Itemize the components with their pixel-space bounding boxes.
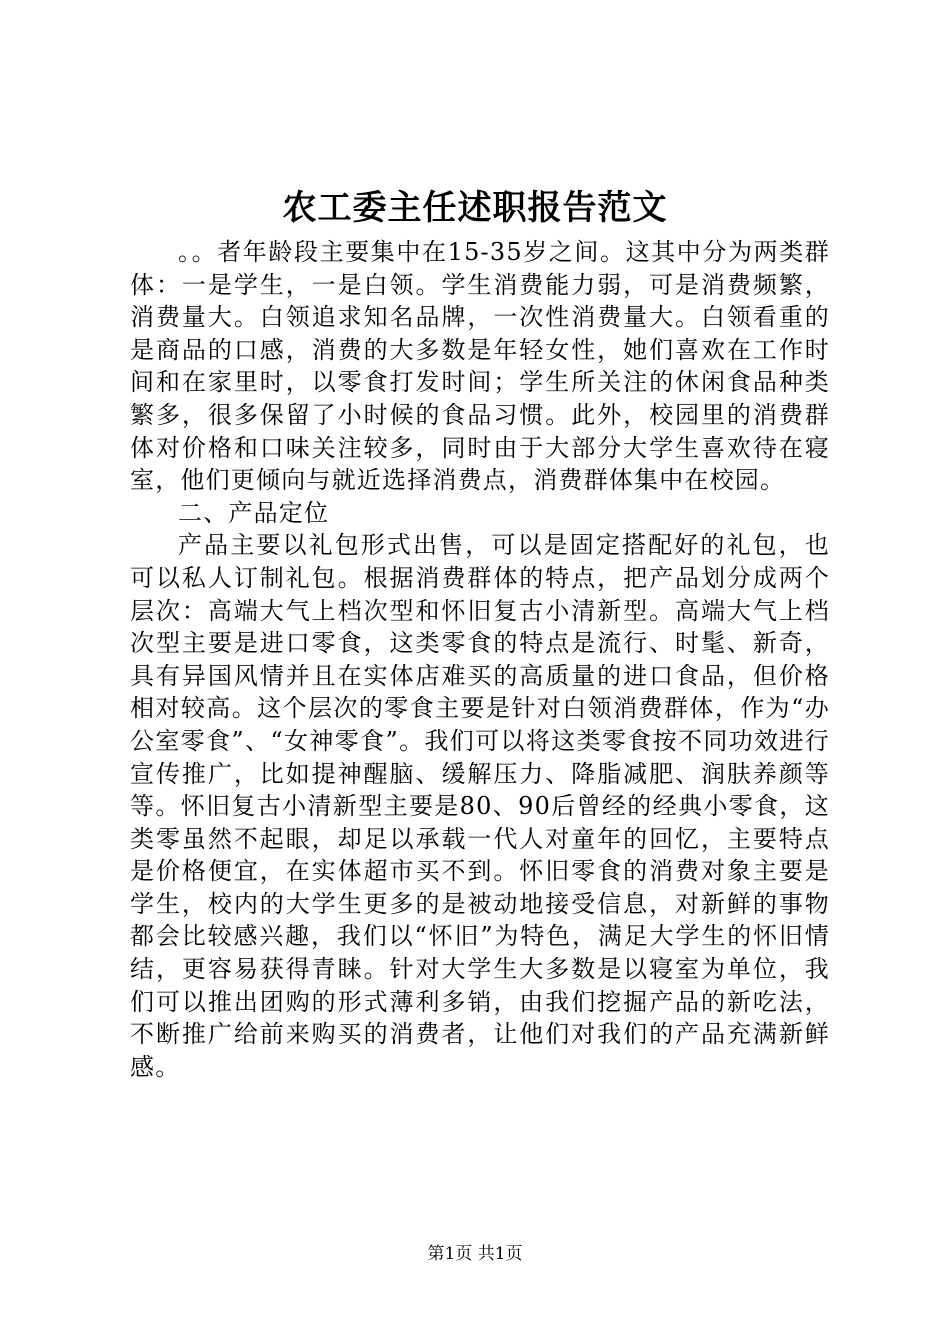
body-paragraph: 。。者年龄段主要集中在15-35岁之间。这其中分为两类群体：一是学生，一是白领。学生消费能力弱，可是消费频繁，消费量大。白领追求知名品牌，一次性消费量大。白领看重的是商品的口感，消费的大多数是年轻女性，她们喜欢在工作时间和在家里时，以零食打发时间；学生所关注的休闲食品种类繁多，很多保留了小时候的食品习惯。此外，校园里的消费群体对价格和口味关注较多，同时由于大部分大学生喜欢待在寝室，他们更倾向与就近选择消费点，消费群体集中在校园。: [130, 238, 830, 495]
body-paragraph: 产品主要以礼包形式出售，可以是固定搭配好的礼包，也可以私人订制礼包。根据消费群体的特点，把产品划分成两个层次：高端大气上档次型和怀旧复古小清新型。高端大气上档次型主要是进口零食，这类零食的特点是流行、时髦、新奇，具有异国风情并且在实体店难买的高质量的进口食品，但价格相对较高。这个层次的零食主要是针对白领消费群体，作为“办公室零食”、“女神零食”。我们可以将这类零食按不同功效进行宣传推广，比如提神醒脑、缓解压力、降脂减肥、润肤养颜等等。怀旧复古小清新型主要是80、90后曾经的经典小零食，这类零虽然不起眼，却足以承载一代人对童年的回忆，主要特点是价格便宜，在实体超市买不到。怀旧零食的消费对象主要是学生，校内的大学生更多的是被动地接受信息，对新鲜的事物都会比较感兴趣，我们以“怀旧”为特色，满足大学生的怀旧情结，更容易获得青睐。针对大学生大多数是以寝室为单位，我们可以推出团购的形式薄利多销，由我们挖掘产品的新吃法，不断推广给前来购买的消费者，让他们对我们的产品充满新鲜感。: [130, 531, 830, 1081]
document-title: 农工委主任述职报告范文: [282, 188, 668, 228]
document-body: [130, 236, 830, 1083]
section-heading: 二、产品定位: [178, 498, 330, 527]
page-footer: 第1页 共1页: [427, 1244, 523, 1264]
